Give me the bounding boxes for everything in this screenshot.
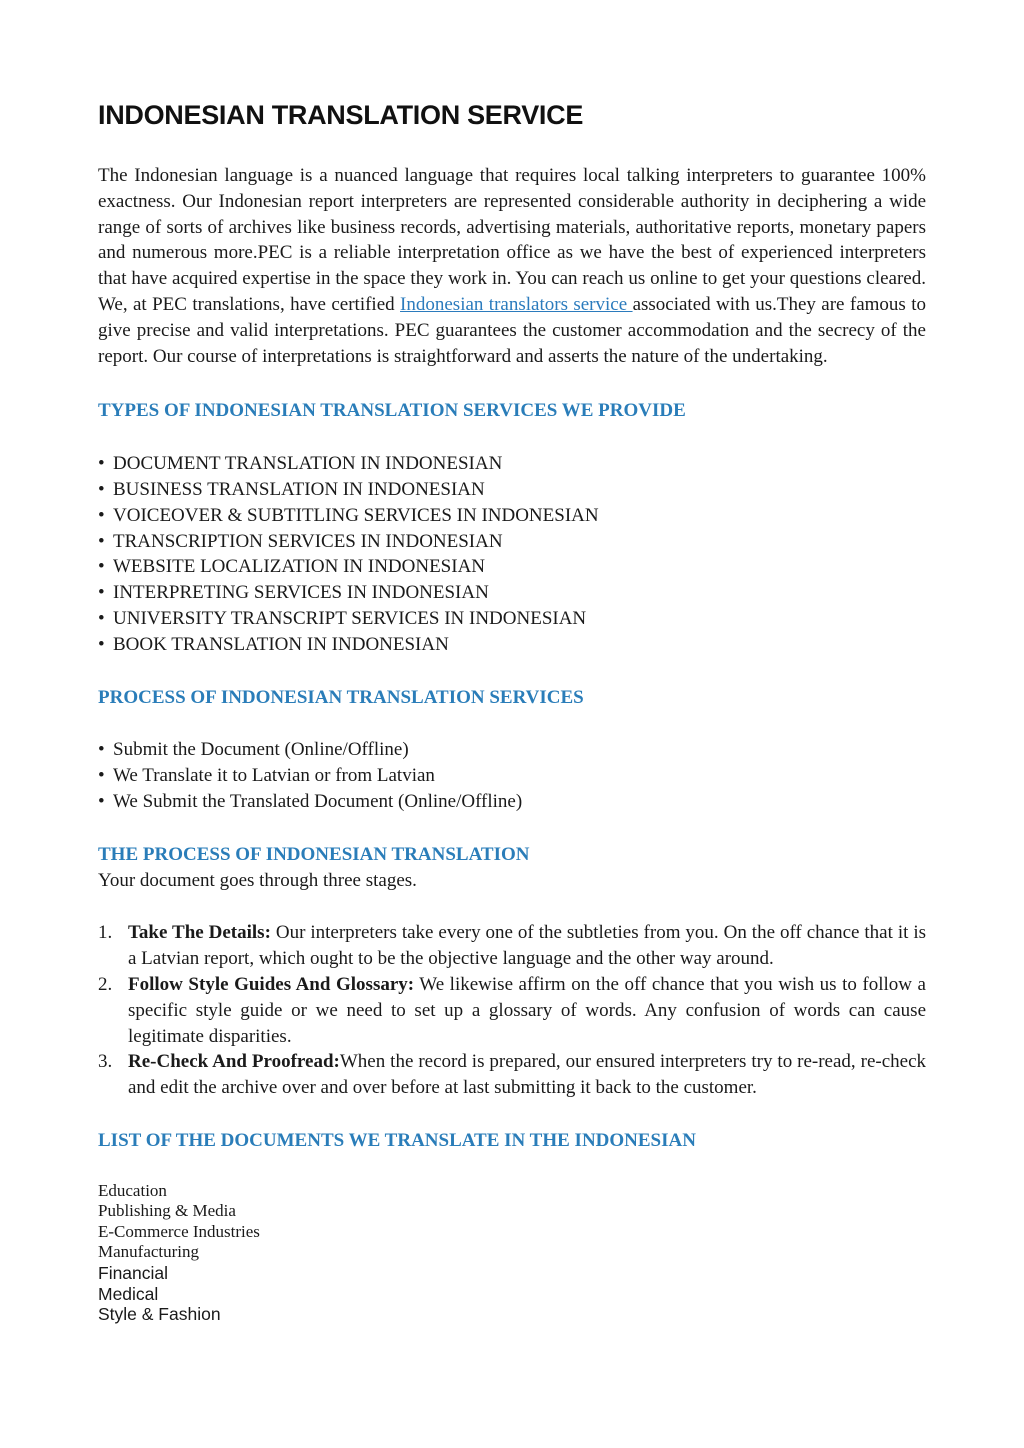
stages-intro: Your document goes through three stages. bbox=[98, 869, 417, 891]
list-item: • TRANSCRIPTION SERVICES IN INDONESIAN bbox=[98, 529, 926, 555]
stage-item bbox=[98, 1049, 926, 1101]
list-item: • We Submit the Translated Document (Online/Offline) bbox=[98, 789, 926, 815]
stages-heading: THE PROCESS OF INDONESIAN TRANSLATION bbox=[98, 843, 530, 865]
list-item: • INTERPRETING SERVICES IN INDONESIAN bbox=[98, 580, 926, 606]
stage-label: Follow Style Guides And Glossary: bbox=[128, 973, 415, 995]
stage-item bbox=[98, 972, 926, 1049]
list-item: Publishing & Media bbox=[98, 1201, 236, 1221]
process-list bbox=[98, 737, 926, 814]
list-item: • WEBSITE LOCALIZATION IN INDONESIAN bbox=[98, 554, 926, 580]
list-item: Medical bbox=[98, 1283, 159, 1304]
intro-text-after-link: associated with us.They are famous to give precise and valid interpretations. PEC guarantees the customer accommodation and the secrecy of the report. Our course of interpretations is straightforward and asserts the nature of the undertaking. bbox=[98, 293, 926, 367]
list-item: • DOCUMENT TRANSLATION IN INDONESIAN bbox=[98, 451, 926, 477]
stage-text: Our interpreters take every one of the subtleties from you. On the off chance that it is a Latvian report, which ought to be the objective language and the other way around. bbox=[128, 922, 926, 970]
list-item: Financial bbox=[98, 1263, 169, 1284]
stage-item bbox=[98, 920, 926, 972]
stage-number: 2. bbox=[98, 973, 113, 995]
stage-label: Re-Check And Proofread: bbox=[128, 1051, 340, 1073]
process-heading: PROCESS OF INDONESIAN TRANSLATION SERVICES bbox=[98, 686, 584, 708]
intro-text-before-link: The Indonesian language is a nuanced language that requires local talking interpreters to guarantee 100% exactness. Our Indonesian report interpreters are represented considerable authority in deciphering a wide range of sorts of archives like business records, advertising materials, authoritative reports, monetary papers and numerous more.PEC is a reliable interpretation office as we have the best of experienced interpreters that have acquired expertise in the space they work in. You can reach us online to get your questions cleared. We, at PEC translations, have certified bbox=[98, 165, 926, 315]
types-list bbox=[98, 451, 926, 657]
documents-list bbox=[98, 1181, 926, 1325]
intro-paragraph bbox=[98, 163, 926, 369]
documents-heading: LIST OF THE DOCUMENTS WE TRANSLATE IN THE INDONESIAN bbox=[98, 1129, 696, 1151]
page-title: INDONESIAN TRANSLATION SERVICE bbox=[98, 100, 584, 130]
list-item: • We Translate it to Latvian or from Latvian bbox=[98, 763, 926, 789]
stage-text: When the record is prepared, our ensured interpreters try to re-read, re-check and edit the archive over and over before at last submitting it back to the customer. bbox=[128, 1051, 927, 1099]
indonesian-translators-link[interactable]: Indonesian translators service bbox=[400, 293, 633, 315]
stage-number: 3. bbox=[98, 1051, 113, 1073]
list-item: • BOOK TRANSLATION IN INDONESIAN bbox=[98, 632, 926, 658]
stages-list bbox=[98, 920, 926, 1101]
document-page bbox=[98, 100, 926, 1325]
list-item: • BUSINESS TRANSLATION IN INDONESIAN bbox=[98, 477, 926, 503]
list-item: • VOICEOVER & SUBTITLING SERVICES IN INDONESIAN bbox=[98, 503, 926, 529]
list-item: • UNIVERSITY TRANSCRIPT SERVICES IN INDONESIAN bbox=[98, 606, 926, 632]
list-item: Manufacturing bbox=[98, 1242, 200, 1262]
stage-label: Take The Details: bbox=[128, 922, 271, 944]
list-item: E-Commerce Industries bbox=[98, 1221, 260, 1241]
list-item: • Submit the Document (Online/Offline) bbox=[98, 737, 926, 763]
stage-number: 1. bbox=[98, 922, 113, 944]
list-item: Education bbox=[98, 1180, 167, 1200]
stage-text: We likewise affirm on the off chance that you wish us to follow a specific style guide or we need to set up a glossary of words. Any confusion of words can cause legitimate disparities. bbox=[128, 973, 926, 1047]
list-item: Style & Fashion bbox=[98, 1304, 221, 1325]
types-heading: TYPES OF INDONESIAN TRANSLATION SERVICES WE PROVIDE bbox=[98, 400, 686, 422]
